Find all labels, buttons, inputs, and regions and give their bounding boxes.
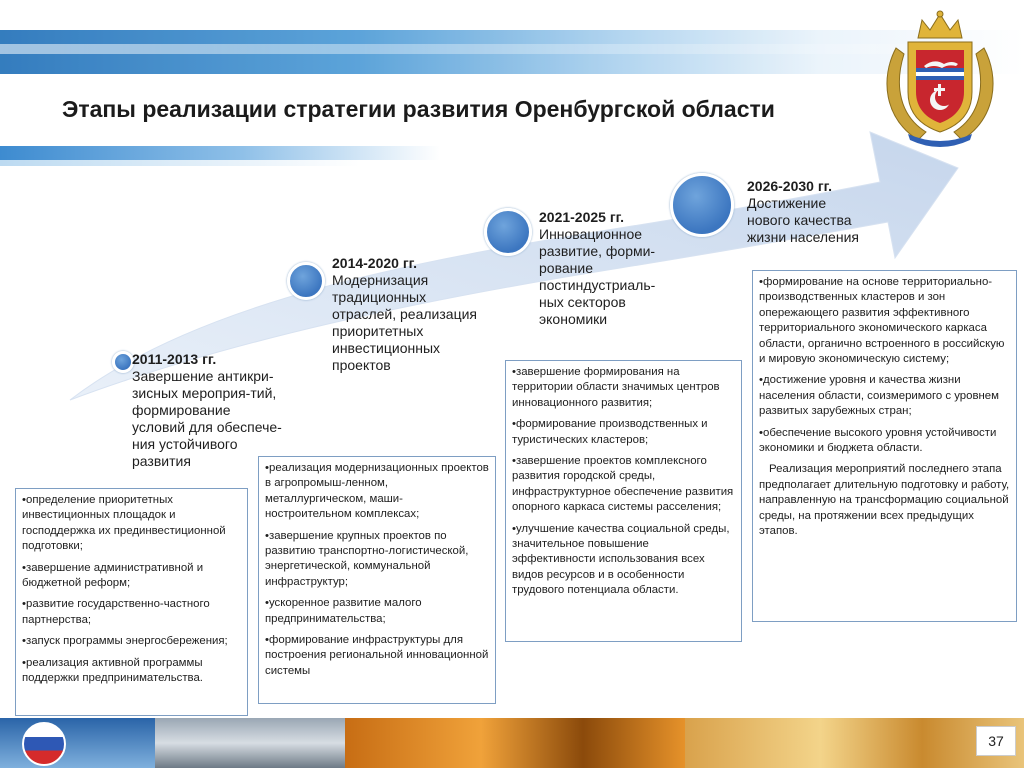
list-item: •завершение административной и бюджетной реформ; <box>22 561 204 590</box>
list-item: •ускоренное развитие малого предпринимательства; <box>265 597 422 625</box>
stage-4-heading <box>747 178 897 246</box>
stage-1-details <box>15 488 248 716</box>
stage-2-line: инвестиционных <box>332 340 441 356</box>
stage-2-marker <box>287 262 325 300</box>
list-item: •реализация активной программы поддержки предпринимательства. <box>22 656 203 685</box>
stage-3-line: постиндустриаль- <box>539 277 656 293</box>
stage-2-details <box>258 456 496 704</box>
stage-3-details <box>505 360 742 642</box>
list-item: •формирование инфраструктуры для построения региональной инновационной системы <box>265 634 489 677</box>
footer-image-segment <box>345 718 685 768</box>
list-item: •завершение крупных проектов по развитию транспортно-логистической, энергетической, коммунальной инфраструктур; <box>265 529 469 588</box>
stage-1-heading <box>132 351 307 470</box>
stage-3-line: ных секторов <box>539 294 626 310</box>
stage-2-line: приоритетных <box>332 323 424 339</box>
stage-4-line: жизни населения <box>747 229 859 245</box>
stage-3-line: экономики <box>539 311 608 327</box>
list-item: •завершение формирования на территории области значимых центров инновационного развития; <box>512 366 720 409</box>
flag-ball-icon <box>22 722 66 766</box>
stage-1-years: 2011-2013 гг. <box>132 351 217 367</box>
stage-4-line: Достижение <box>747 195 827 211</box>
stage-2-line: традиционных <box>332 289 427 305</box>
list-item: •улучшение качества социальной среды, значительное повышение эффективности использования всех видов ресурсов и в особенности трудового потенциала области. <box>512 522 730 597</box>
stage-2-heading <box>332 255 502 374</box>
stage-1-line: условий для обеспече- <box>132 419 282 435</box>
stage-3-years: 2021-2025 гг. <box>539 209 624 225</box>
stage-4-details <box>752 270 1017 622</box>
list-item: •формирование производственных и туристических кластеров; <box>512 418 708 446</box>
stage-2-years: 2014-2020 гг. <box>332 255 417 271</box>
list-item: •реализация модернизационных проектов в агропромыш-ленном, металлургическом, маши-ностроительном комплексах; <box>265 462 489 521</box>
stage-2-line: Модернизация <box>332 272 429 288</box>
stage-4-note: Реализация мероприятий последнего этапа предполагает длительную подготовку и работу, направленную на трансформацию социальной среды, на протяжении всех предыдущих этапов. <box>759 463 1010 538</box>
stage-4-years: 2026-2030 гг. <box>747 178 832 194</box>
stage-1-line: ния устойчивого <box>132 436 238 452</box>
stage-1-marker <box>112 351 134 373</box>
stage-1-line: развития <box>132 453 191 469</box>
stage-3-line: развитие, форми- <box>539 243 656 259</box>
list-item: •развитие государственно-частного партнерства; <box>22 598 210 626</box>
page-title: Этапы реализации стратегии развития Оренбургской области <box>62 96 775 122</box>
stage-2-line: проектов <box>332 357 391 373</box>
footer-image-segment <box>155 718 345 768</box>
stage-3-line: рование <box>539 260 593 276</box>
stage-1-line: Завершение антикри- <box>132 368 274 384</box>
footer-image-strip <box>0 718 1024 768</box>
list-item: •завершение проектов комплексного развития городской среды, инфраструктурное обеспечение развития опорного каркаса системы расселения; <box>512 455 734 514</box>
stage-1-line: зисных мероприя-тий, <box>132 385 277 401</box>
stage-3-line: Инновационное <box>539 226 643 242</box>
list-item: •формирование на основе территориально-производственных кластеров и зон опережающего развития эффективного территориального экономического каркаса области, органично встроенного в российскую и мировую экономическую систему; <box>759 276 1005 366</box>
stage-1-line: формирование <box>132 402 231 418</box>
stage-2-line: отраслей, реализация <box>332 306 477 322</box>
list-item: •запуск программы энергосбережения; <box>22 635 228 648</box>
list-item: •обеспечение высокого уровня устойчивости экономики и бюджета области. <box>759 426 997 455</box>
footer-image-segment <box>685 718 1024 768</box>
list-item: •достижение уровня и качества жизни населения области, соизмеримого с уровнем развитых зарубежных стран; <box>759 374 999 418</box>
page-number: 37 <box>976 726 1016 756</box>
stage-3-marker <box>484 208 532 256</box>
stage-3-heading <box>539 209 689 328</box>
list-item: •определение приоритетных инвестиционных площадок и господдержка их прединвестиционной подготовки; <box>22 494 226 553</box>
stage-4-line: нового качества <box>747 212 852 228</box>
